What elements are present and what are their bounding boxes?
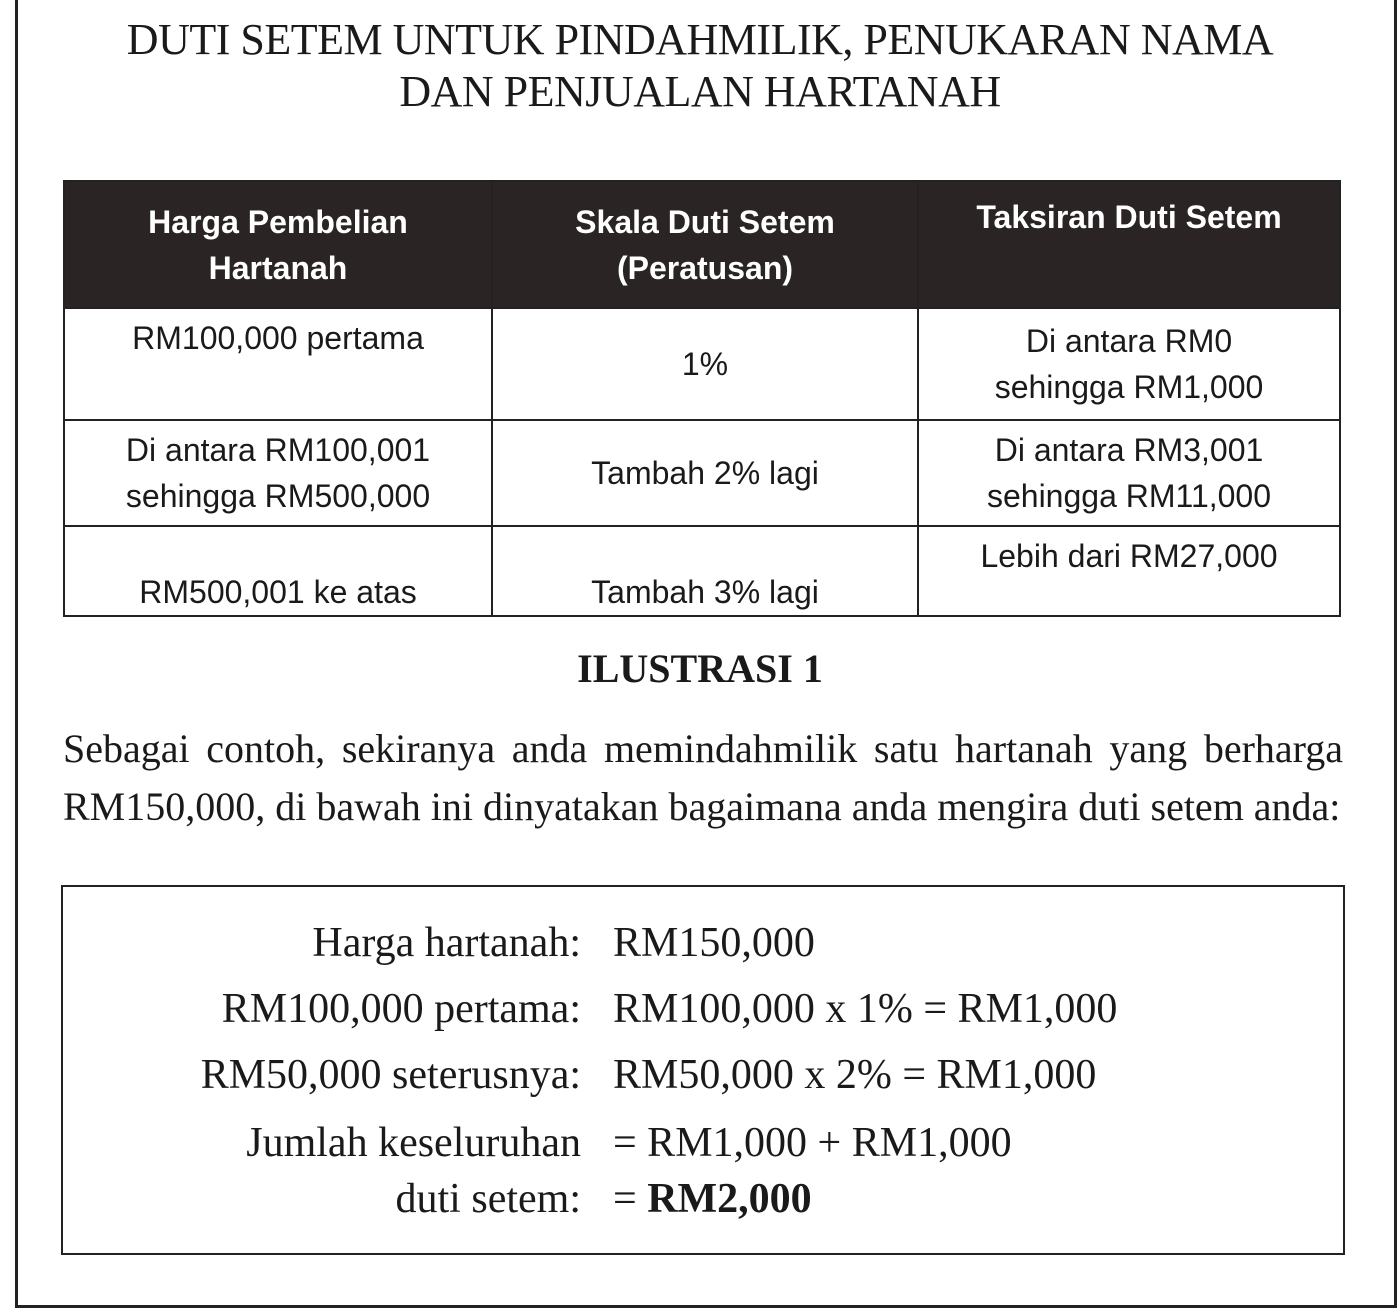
- illustration-paragraph: Sebagai contoh, sekiranya anda memindahmilik satu hartanah yang berharga RM150,000, di bawah ini dinyatakan bagaimana anda mengira duti setem anda:: [63, 726, 1343, 829]
- table-header-row: [64, 181, 1340, 308]
- header-cell: Skala Duti Setem (Peratusan): [492, 181, 918, 308]
- document-title: [0, 14, 1400, 118]
- total-duty: RM2,000: [647, 1176, 812, 1222]
- table-cell: Lebih dari RM27,000: [918, 526, 1340, 616]
- table-cell: 1%: [492, 308, 918, 420]
- table-row: [64, 526, 1340, 616]
- title-line: DUTI SETEM UNTUK PINDAHMILIK, PENUKARAN NAMA: [126, 15, 1274, 64]
- table-cell: Di antara RM100,001 sehingga RM500,000: [64, 420, 492, 526]
- table-cell: Tambah 3% lagi: [492, 526, 918, 616]
- table-row: [64, 420, 1340, 526]
- title-line: DAN PENJUALAN HARTANAH: [399, 67, 1001, 116]
- header-cell: Harga Pembelian Hartanah: [64, 181, 492, 308]
- stamp-duty-table: [63, 180, 1341, 617]
- header-cell: Taksiran Duti Setem: [918, 181, 1340, 308]
- table-cell: Di antara RM0 sehingga RM1,000: [918, 308, 1340, 420]
- illustration-heading: ILUSTRASI 1: [577, 646, 823, 691]
- calculation-box: Harga hartanah: RM150,000 RM100,000 pertama: RM100,000 x 1% = RM1,000 RM50,000 seterusnya: RM50,000 x 2% = RM1,000 Jumlah keseluruhan = RM1,000 + RM1,000 duti setem: = RM2,000: [61, 885, 1345, 1255]
- table-cell: RM500,001 ke atas: [64, 526, 492, 616]
- table-cell: Di antara RM3,001 sehingga RM11,000: [918, 420, 1340, 526]
- table-cell: Tambah 2% lagi: [492, 420, 918, 526]
- table-row: [64, 308, 1340, 420]
- table-cell: RM100,000 pertama: [64, 308, 492, 420]
